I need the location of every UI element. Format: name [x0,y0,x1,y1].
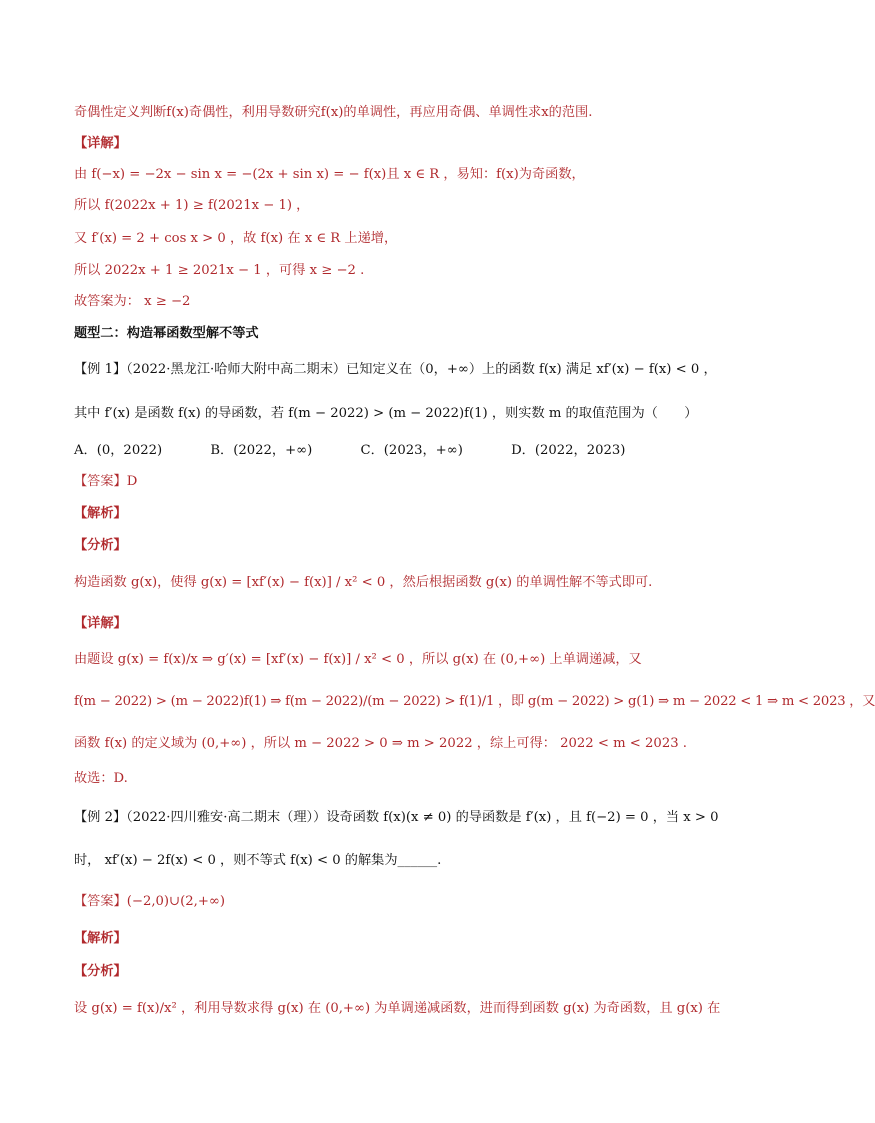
example-1-answer: 【答案】D [74,474,138,489]
example-1-solution-heading: 【解析】 [74,506,127,521]
example-2-solution-heading: 【解析】 [74,931,127,946]
example-2-question: 【例 2】（2022·四川雅安·高二期末（理））设奇函数 f(x)(x ≠ 0) 的导函数是 f′(x) ，且 f(−2) = 0 ，当 x > 0 [74,810,719,825]
example-1-analysis: 构造函数 g(x)，使得 g(x) = [xf′(x) − f(x)] / x² < 0 ，然后根据函数 g(x) 的单调性解不等式即可. [74,575,653,590]
example-1-choices [74,441,724,461]
detail-line-3: 又 f′(x) = 2 + cos x > 0 ，故 f(x) 在 x ∈ R 上递增， [74,231,398,246]
example-1-detail-3: 函数 f(x) 的定义域为 (0,+∞) ，所以 m − 2022 > 0 ⇒ m > 2022 ，综上可得： 2022 < m < 2023 . [74,736,687,751]
example-1-question-cont: 其中 f′(x) 是函数 f(x) 的导函数，若 f(m − 2022) > (m − 2022)f(1) ，则实数 m 的取值范围为（ ） [74,406,698,421]
detail-heading: 【详解】 [74,136,127,151]
example-2-question-cont: 时， xf′(x) − 2f(x) < 0 ，则不等式 f(x) < 0 的解集为______. [74,853,442,868]
choice-b: B．(2022，+∞) [210,443,313,458]
example-1-detail-2: f(m − 2022) > (m − 2022)f(1) ⇒ f(m − 2022)/(m − 2022) > f(1)/1 ，即 g(m − 2022) > g(1) ⇒ m − 2022 < 1 ⇒ m < 2023 ，又 [74,694,875,709]
example-1-detail-heading: 【详解】 [74,616,127,631]
choice-c: C．(2023，+∞) [360,443,463,458]
example-2-analysis: 设 g(x) = f(x)/x² ，利用导数求得 g(x) 在 (0,+∞) 为单调递减函数，进而得到函数 g(x) 为奇函数，且 g(x) 在 [74,1001,721,1016]
example-1-question: 【例 1】（2022·黑龙江·哈师大附中高二期末）已知定义在（0，+∞）上的函数 f(x) 满足 xf′(x) − f(x) < 0 ， [74,362,717,377]
choice-a: A．(0，2022) [74,443,163,458]
detail-line-2: 所以 f(2022x + 1) ≥ f(2021x − 1) ， [74,198,310,213]
choice-d: D．(2022，2023) [511,443,626,458]
answer-line: 故答案为： x ≥ −2 [74,294,191,309]
detail-line-4: 所以 2022x + 1 ≥ 2021x − 1 ，可得 x ≥ −2 . [74,263,365,278]
example-2-analysis-heading: 【分析】 [74,964,127,979]
detail-line-1: 由 f(−x) = −2x − sin x = −(2x + sin x) = − f(x)且 x ∈ R ，易知：f(x)为奇函数， [74,167,585,182]
example-1-analysis-heading: 【分析】 [74,538,127,553]
example-1-detail-1: 由题设 g(x) = f(x)/x ⇒ g′(x) = [xf′(x) − f(x)] / x² < 0 ，所以 g(x) 在 (0,+∞) 上单调递减，又 [74,652,642,667]
example-1-conclusion: 故选：D. [74,771,128,786]
section-title: 题型二：构造幂函数型解不等式 [74,326,259,341]
analysis-summary: 奇偶性定义判断f(x)奇偶性，利用导数研究f(x)的单调性，再应用奇偶、单调性求x的范围. [74,105,593,120]
example-2-answer: 【答案】(−2,0)∪(2,+∞) [74,894,226,909]
